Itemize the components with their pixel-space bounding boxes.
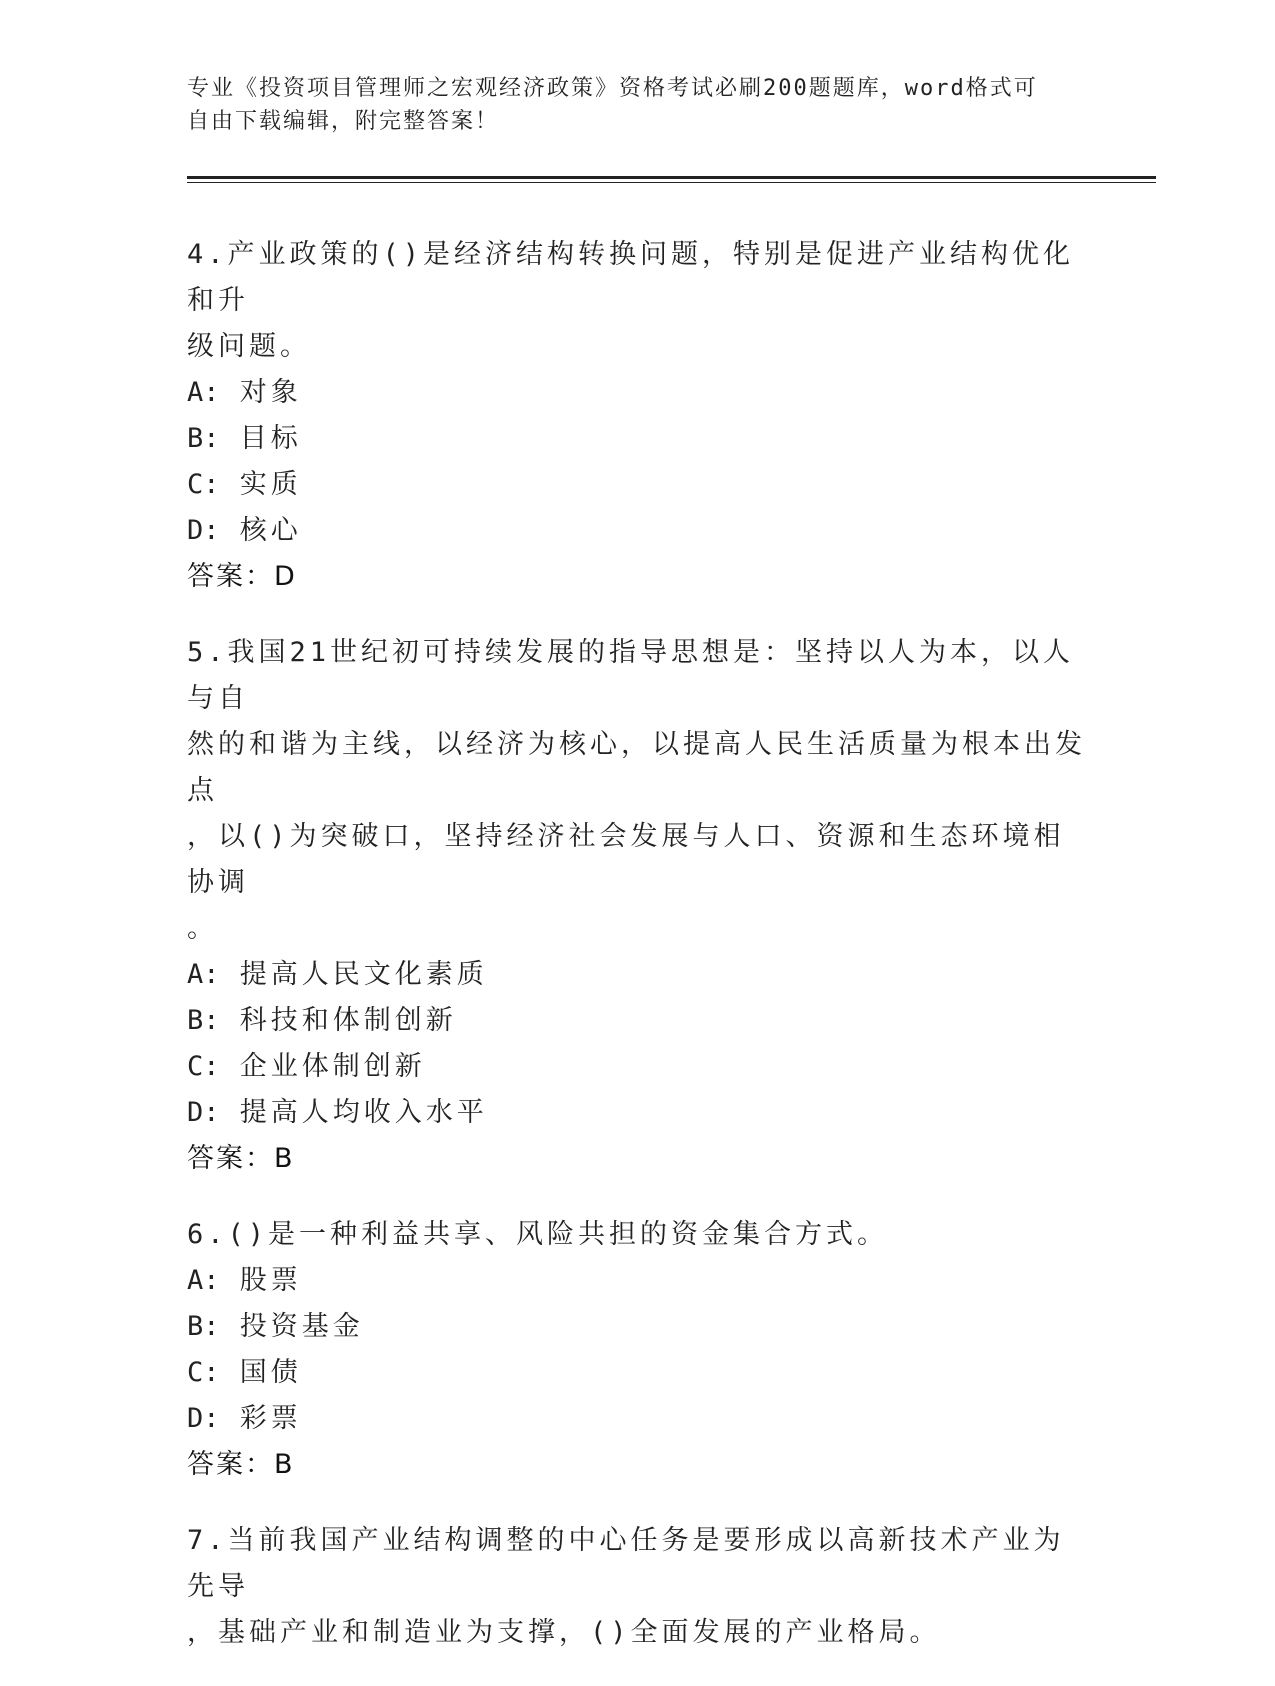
option-a (187, 1258, 1087, 1304)
option-letter: C: (187, 469, 220, 500)
option-letter: D: (187, 1403, 220, 1434)
option-c (187, 1350, 1087, 1396)
option-b (187, 416, 1087, 462)
option-c (187, 462, 1087, 508)
option-a (187, 952, 1087, 998)
option-b (187, 1304, 1087, 1350)
question-stem-line: 7.当前我国产业结构调整的中心任务是要形成以高新技术产业为先导 (187, 1525, 1065, 1602)
question-stem-line: 5.我国21世纪初可持续发展的指导思想是：坚持以人为本，以人与自 (187, 637, 1075, 714)
answer-line: 答案：B (187, 1449, 295, 1480)
option-letter: B: (187, 1311, 220, 1342)
option-c (187, 1044, 1087, 1090)
option-text: 实质 (239, 469, 302, 500)
option-letter: C: (187, 1357, 220, 1388)
question-stem-line: 。 (187, 913, 218, 944)
header-line-2: 自由下载编辑，附完整答案！ (187, 109, 500, 134)
question-stem-line: ，以()为突破口，坚持经济社会发展与人口、资源和生态环境相协调 (187, 821, 1065, 898)
question-stem-line: 级问题。 (187, 331, 311, 362)
option-text: 企业体制创新 (239, 1051, 426, 1082)
answer-line: 答案：B (187, 1143, 295, 1174)
option-a (187, 370, 1087, 416)
header-line-1: 专业《投资项目管理师之宏观经济政策》资格考试必刷200题题库，word格式可 (187, 76, 1038, 101)
option-letter: B: (187, 423, 220, 454)
option-d (187, 1090, 1087, 1136)
option-letter: B: (187, 1005, 220, 1036)
option-text: 投资基金 (239, 1311, 364, 1342)
question-stem-line: 4.产业政策的()是经济结构转换问题，特别是促进产业结构优化和升 (187, 239, 1075, 316)
option-letter: D: (187, 515, 220, 546)
question-6 (187, 1212, 1087, 1488)
option-text: 目标 (239, 423, 302, 454)
option-text: 对象 (239, 377, 302, 408)
option-d (187, 1396, 1087, 1442)
option-letter: A: (187, 959, 220, 990)
option-text: 国债 (239, 1357, 302, 1388)
question-4 (187, 232, 1087, 600)
question-stem-line: 6.()是一种利益共享、风险共担的资金集合方式。 (187, 1219, 889, 1250)
option-letter: A: (187, 1265, 220, 1296)
option-letter: A: (187, 377, 220, 408)
question-stem-line: 然的和谐为主线，以经济为核心，以提高人民生活质量为根本出发点 (187, 729, 1086, 806)
option-text: 科技和体制创新 (239, 1005, 457, 1036)
question-5 (187, 630, 1087, 1182)
option-letter: D: (187, 1097, 220, 1128)
question-stem-line: ，基础产业和制造业为支撑，()全面发展的产业格局。 (187, 1617, 941, 1648)
option-d (187, 508, 1087, 554)
option-letter: C: (187, 1051, 220, 1082)
header-divider-thick (187, 176, 1156, 179)
option-text: 提高人民文化素质 (239, 959, 488, 990)
option-text: 股票 (239, 1265, 302, 1296)
option-text: 核心 (239, 515, 302, 546)
option-text: 提高人均收入水平 (239, 1097, 488, 1128)
document-header (187, 72, 1087, 138)
option-text: 彩票 (239, 1403, 302, 1434)
header-divider-thin (187, 182, 1156, 183)
question-7 (187, 1518, 1087, 1656)
question-list (187, 232, 1087, 1686)
option-b (187, 998, 1087, 1044)
answer-line: 答案：D (187, 561, 297, 592)
